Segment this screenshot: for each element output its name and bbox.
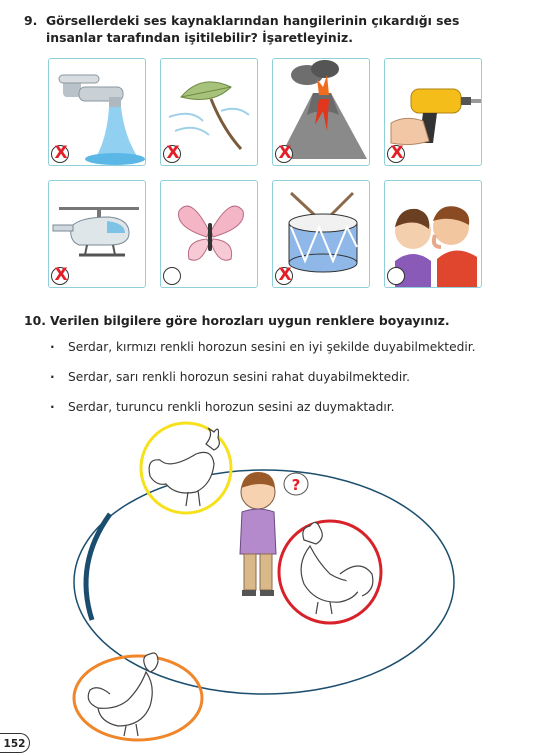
page-number: 152 <box>0 733 30 753</box>
answer-mark[interactable] <box>163 267 181 285</box>
sound-card-volcano <box>272 58 370 166</box>
bullet-text: Serdar, turuncu renkli horozun sesini az duymaktadır. <box>68 400 395 414</box>
sound-card-faucet <box>48 58 146 166</box>
boy-serdar <box>240 472 276 596</box>
answer-mark[interactable] <box>387 267 405 285</box>
bullet-dot: · <box>50 370 55 384</box>
ellipse-thick-edge <box>86 514 110 620</box>
speech-bubble <box>284 473 308 495</box>
answer-mark[interactable]: X <box>163 145 181 163</box>
question-10-number: 10. <box>24 313 46 328</box>
rooster-red[interactable] <box>279 521 381 623</box>
bullet-text: Serdar, kırmızı renkli horozun sesini en iyi şekilde duyabilmektedir. <box>68 340 476 354</box>
bullet-dot: · <box>50 400 55 414</box>
sound-card-drum <box>272 180 370 288</box>
sound-card-butterfly <box>160 180 258 288</box>
sound-card-leaf <box>160 58 258 166</box>
answer-mark[interactable]: X <box>51 267 69 285</box>
sound-card-helicopter <box>48 180 146 288</box>
rooster-icon <box>149 428 219 506</box>
answer-mark[interactable]: X <box>275 145 293 163</box>
bullet-text: Serdar, sarı renkli horozun sesini rahat duyabilmektedir. <box>68 370 410 384</box>
bullet-dot: · <box>50 340 55 354</box>
answer-mark[interactable]: X <box>275 267 293 285</box>
question-mark: ? <box>291 476 301 494</box>
answer-mark[interactable]: X <box>387 145 405 163</box>
sound-card-drill <box>384 58 482 166</box>
rooster-scene <box>0 414 551 744</box>
question-10-text: Verilen bilgilere göre horozları uygun renklere boyayınız. <box>50 313 450 328</box>
rooster-yellow[interactable] <box>141 423 231 513</box>
question-9-text: Görsellerdeki ses kaynaklarından hangilerinin çıkardığı ses insanlar tarafından işitilebilir? İşaretleyiniz. <box>46 13 460 45</box>
question-9-number: 9. <box>24 13 38 28</box>
sound-card-whisper <box>384 180 482 288</box>
rooster-icon <box>301 522 373 614</box>
answer-mark[interactable]: X <box>51 145 69 163</box>
